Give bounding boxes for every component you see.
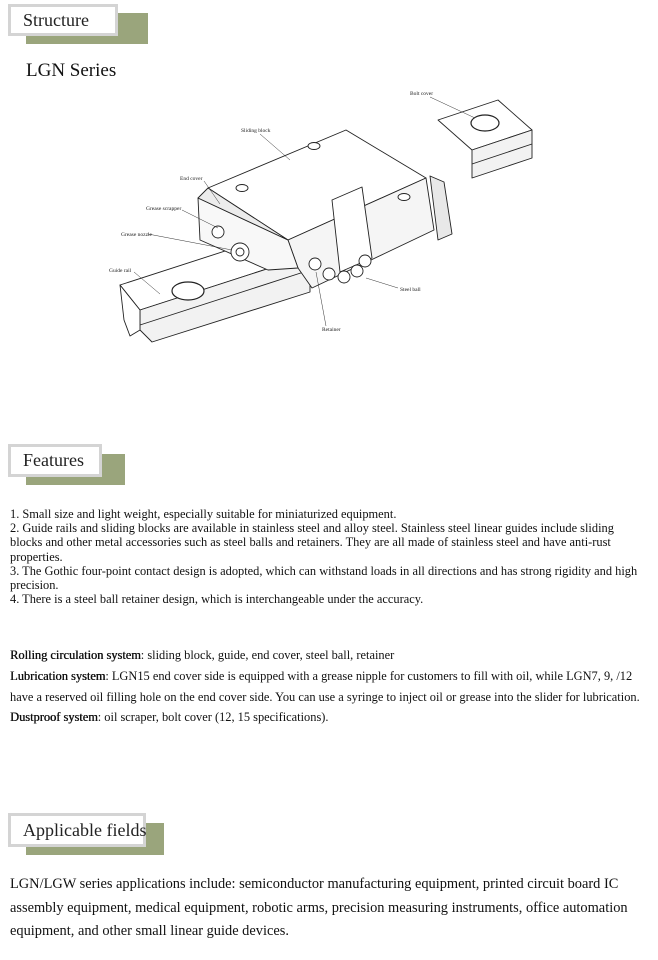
system-item-rolling	[10, 645, 640, 666]
label-steel-ball: Steel ball	[400, 287, 421, 293]
steel-ball	[351, 265, 363, 277]
system-text: : LGN15 end cover side is equipped with a grease nipple for customers to fill with oil, while LGN7, 9, /12 have a reserved oil filling hole on the end cover side. You can use a syringe to inject oil or grease into the slider for lubrication.	[10, 668, 640, 704]
applicable-section-header	[8, 813, 164, 855]
system-text: : sliding block, guide, end cover, steel ball, retainer	[140, 648, 395, 662]
bolt-cover-circle	[471, 115, 499, 131]
systems-list	[10, 645, 640, 728]
feature-item: 3. The Gothic four-point contact design is adopted, which can withstand loads in all directions and has strong rigidity and high precision.	[10, 563, 638, 593]
structure-section-header	[8, 4, 150, 44]
system-label: Lubrication system	[10, 668, 106, 683]
label-grease-nozzle: Grease nozzle	[121, 232, 152, 238]
label-end-cover: End cover	[180, 176, 203, 182]
series-title: LGN Series	[26, 60, 117, 81]
bolt-hole	[308, 143, 320, 150]
system-label: Rolling circulation system	[10, 648, 141, 662]
linear-guide-diagram	[100, 80, 540, 380]
steel-ball	[323, 268, 335, 280]
bolt-hole	[236, 185, 248, 192]
system-label: Dustproof system	[10, 710, 98, 725]
label-grease-scrapper: Grease scrapper	[146, 206, 182, 212]
label-sliding-block: Sliding block	[241, 128, 271, 134]
system-item-lubrication	[10, 666, 640, 708]
feature-item: 2. Guide rails and sliding blocks are available in stainless steel and alloy steel. Stainless steel linear guides include sliding blocks and other metal accessories such as steel balls and retainers. They are all made of stainless steel and have anti-rust properties.	[10, 521, 614, 564]
label-retainer: Retainer	[322, 327, 341, 333]
label-guide-rail: Guide rail	[109, 268, 132, 274]
system-text: : oil scraper, bolt cover (12, 15 specifications).	[97, 710, 329, 725]
features-list	[10, 507, 640, 606]
features-heading: Features	[8, 444, 102, 477]
features-section-header	[8, 444, 125, 485]
steel-ball	[338, 271, 350, 283]
applicable-heading: Applicable fields	[8, 813, 146, 847]
system-item-dustproof	[10, 707, 640, 728]
label-bolt-cover: Bolt cover	[410, 91, 434, 97]
guide-rail-hole	[172, 282, 204, 300]
bolt-hole	[398, 194, 410, 201]
steel-ball	[359, 255, 371, 267]
feature-item: 1. Small size and light weight, especially suitable for miniaturized equipment.	[10, 507, 397, 521]
structure-heading: Structure	[8, 4, 118, 36]
applications-text: LGN/LGW series applications include: semiconductor manufacturing equipment, printed circuit board IC assembly equipment, medical equipment, robotic arms, precision measuring instruments, office automation equipment, and other small linear guide devices.	[10, 876, 628, 939]
feature-item: 4. There is a steel ball retainer design, which is interchangeable under the accuracy.	[10, 592, 424, 607]
steel-ball	[309, 258, 321, 270]
